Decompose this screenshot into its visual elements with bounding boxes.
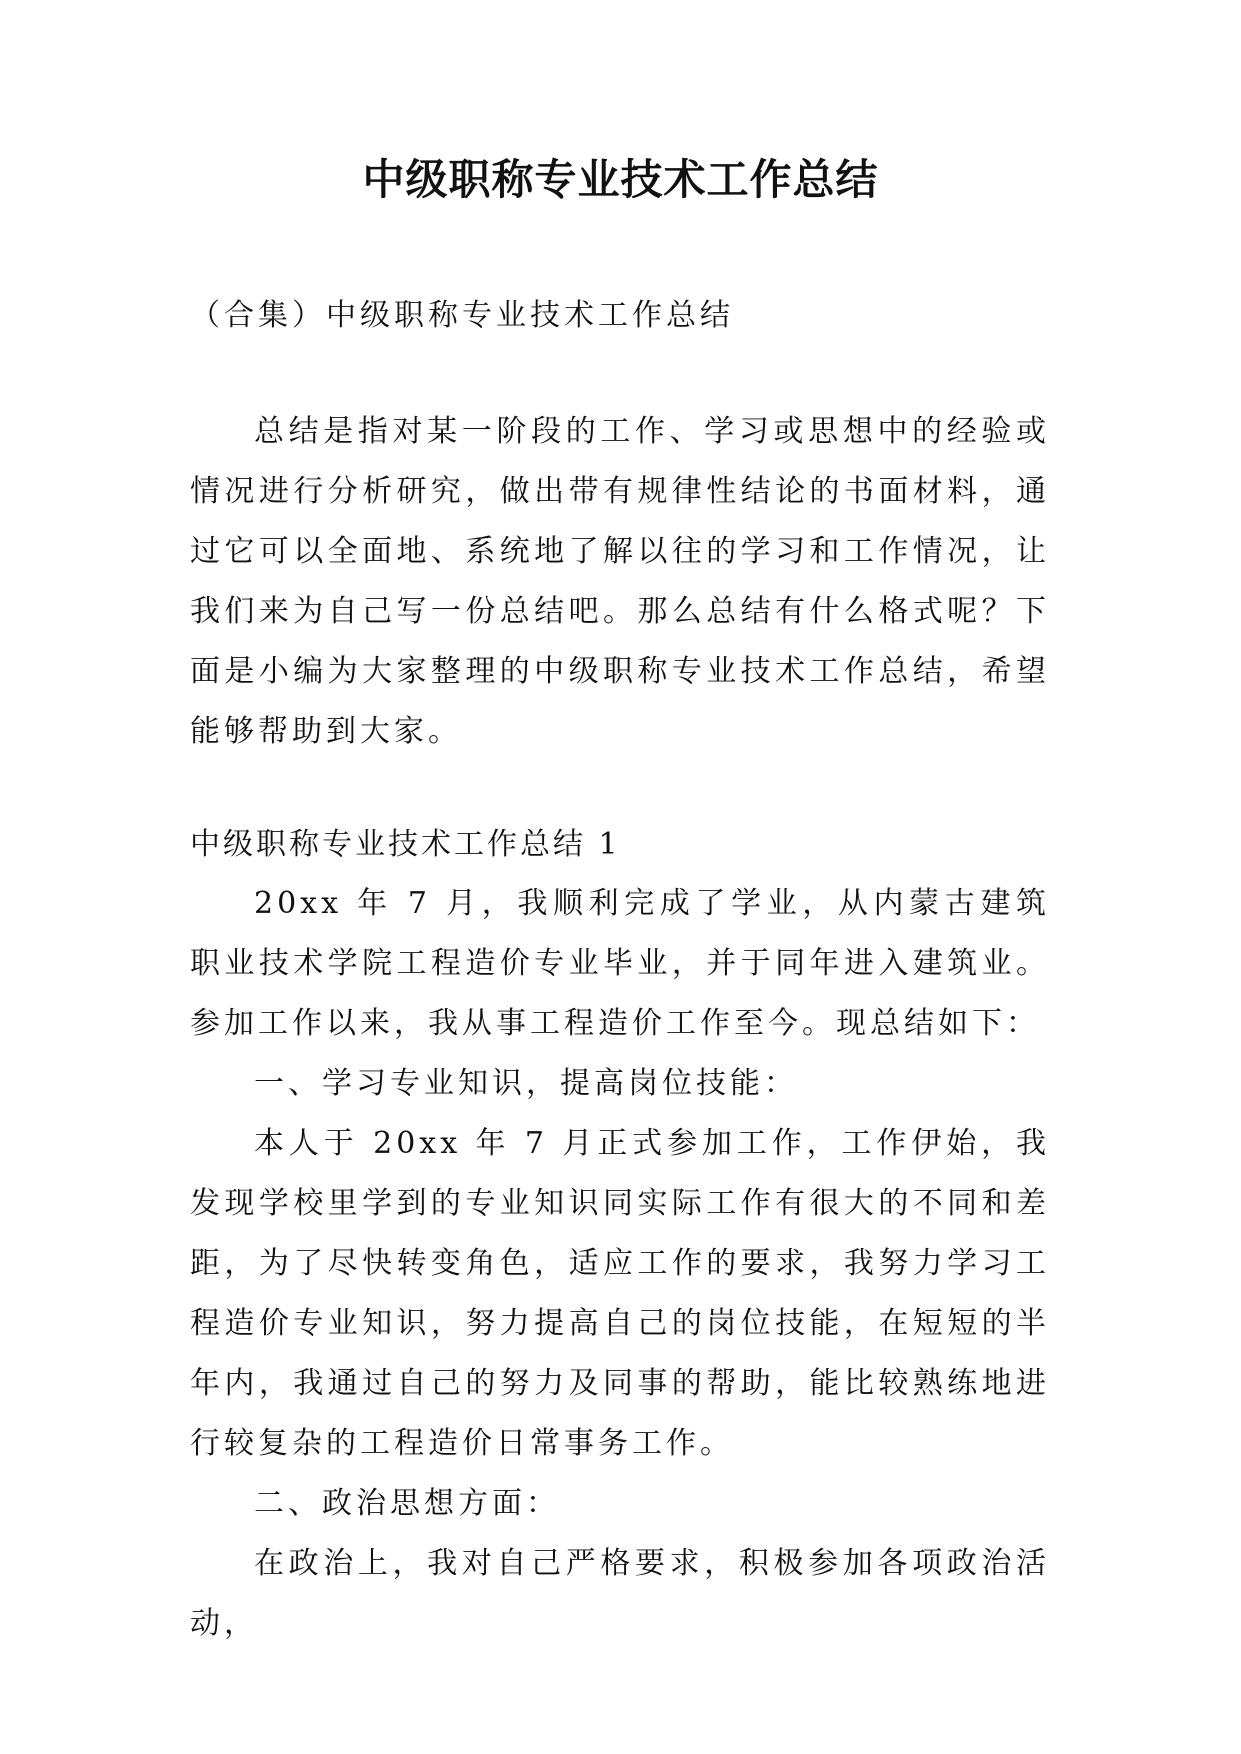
paragraph-study-details: 本人于 20xx 年 7 月正式参加工作，工作伊始，我发现学校里学到的专业知识同实际工作有很大的不同和差距，为了尽快转变角色，适应工作的要求，我努力学习工程造价专业知识，努力提高自己的岗位技能，在短短的半年内，我通过自己的努力及同事的帮助，能比较熟练地进行较复杂的工程造价日常事务工作。 — [190, 1126, 1050, 1461]
paragraph-heading-politics: 二、政治思想方面： — [254, 1486, 560, 1521]
document-title: 中级职称专业技术工作总结 — [362, 155, 879, 204]
section-heading: 中级职称专业技术工作总结 1 — [190, 827, 621, 862]
paragraph-graduation: 20xx 年 7 月，我顺利完成了学业，从内蒙古建筑职业技术学院工程造价专业毕业，并于同年进入建筑业。参加工作以来，我从事工程造价工作至今。现总结如下： — [190, 886, 1050, 1041]
document-subtitle: （合集）中级职称专业技术工作总结 — [190, 298, 734, 333]
section-body — [190, 874, 1050, 1654]
paragraph-heading-study: 一、学习专业知识，提高岗位技能： — [254, 1066, 798, 1101]
intro-paragraph: 总结是指对某一阶段的工作、学习或思想中的经验或情况进行分析研究，做出带有规律性结论的书面材料，通过它可以全面地、系统地了解以往的学习和工作情况，让我们来为自己写一份总结吧。那么总结有什么格式呢？下面是小编为大家整理的中级职称专业技术工作总结，希望能够帮助到大家。 — [190, 414, 1050, 749]
paragraph-politics: 在政治上，我对自己严格要求，积极参加各项政治活动， — [190, 1546, 1050, 1641]
